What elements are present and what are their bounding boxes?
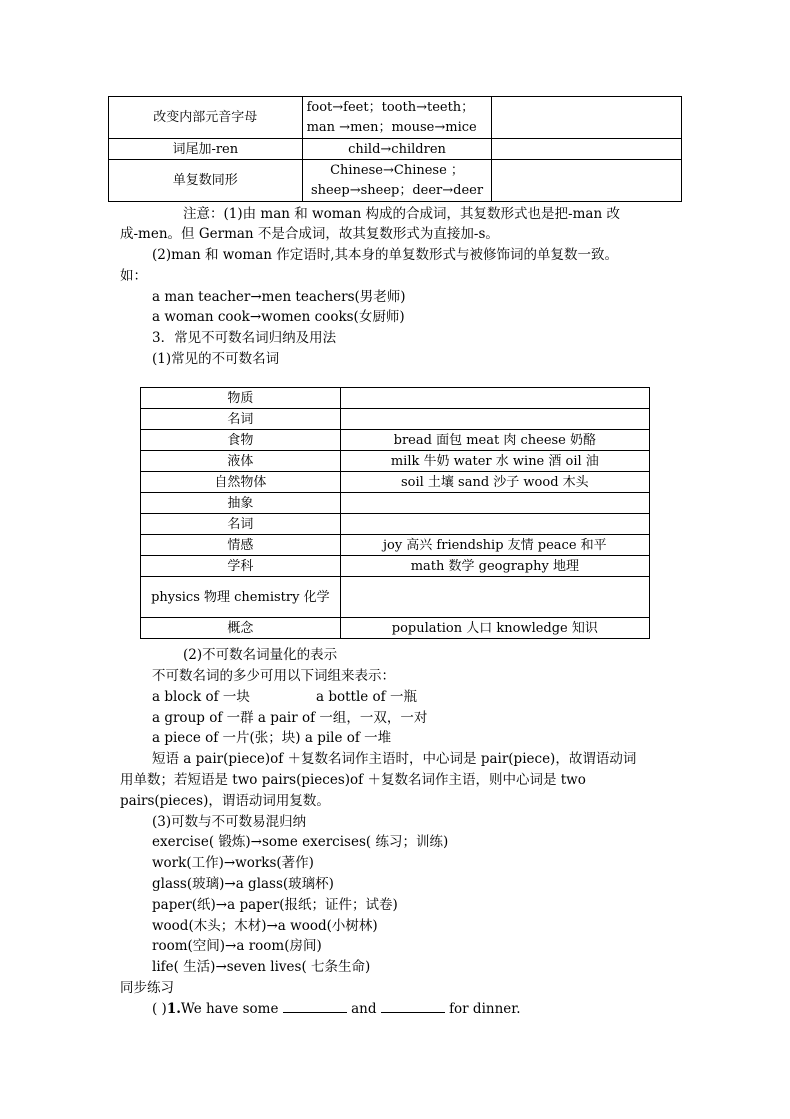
category-label: 名词 <box>141 409 341 430</box>
example-2: a woman cook→women cooks(女厨师) <box>152 309 405 325</box>
uncountable-nouns-table <box>140 387 650 639</box>
para-line-1: 短语 a pair(piece)of ＋复数名词作主语时，中心词是 pair(piece)，故谓语动词 <box>152 751 637 767</box>
category-label: 自然物体 <box>141 472 341 493</box>
table-row <box>109 160 682 202</box>
empty-cell <box>492 160 682 202</box>
rule-examples <box>302 160 492 202</box>
plural-rules-table <box>108 96 682 202</box>
category-value: population 人口 knowledge 知识 <box>340 618 649 639</box>
rule-label: 单复数同形 <box>109 160 303 202</box>
table-row <box>141 472 650 493</box>
quantifier-line-2: a group of 一群 a pair of 一组，一双，一对 <box>152 710 428 726</box>
table-row <box>141 493 650 514</box>
category-label: 情感 <box>141 535 341 556</box>
example-1: a man teacher→men teachers(男老师) <box>152 289 406 305</box>
category-value: joy 高兴 friendship 友情 peace 和平 <box>340 535 649 556</box>
category-value <box>340 514 649 535</box>
note1-line2: 成-men。但 German 不是合成词，故其复数形式为直接加-s。 <box>120 226 499 242</box>
rule-label: 改变内部元音字母 <box>109 97 303 139</box>
note2-line2: 如： <box>120 268 147 284</box>
quantifier-intro: 不可数名词的多少可用以下词组来表示： <box>152 668 395 684</box>
category-value: soil 土壤 sand 沙子 wood 木头 <box>340 472 649 493</box>
category-value <box>340 409 649 430</box>
category-value: bread 面包 meat 肉 cheese 奶酪 <box>340 430 649 451</box>
note2-line1: (2)man 和 woman 作定语时,其本身的单复数形式与被修饰词的单复数一致。 <box>152 247 619 263</box>
answer-bracket[interactable]: ( ) <box>152 1001 167 1017</box>
category-label: 名词 <box>141 514 341 535</box>
table-row <box>141 430 650 451</box>
subsection-1-title: (1)常见的不可数名词 <box>152 351 280 367</box>
list-item: wood(木头；木材)→a wood(小树林) <box>152 918 378 934</box>
category-label: 食物 <box>141 430 341 451</box>
example-line: sheep→sheep；deer→deer <box>310 182 484 198</box>
category-value: math 数学 geography 地理 <box>340 556 649 577</box>
example-line: foot→feet；tooth→teeth； <box>306 99 475 115</box>
table-row <box>109 139 682 160</box>
table-row <box>109 97 682 139</box>
list-item: room(空间)→a room(房间) <box>152 938 322 954</box>
category-label: 液体 <box>141 451 341 472</box>
category-label: 物质 <box>141 388 341 409</box>
quantifier-line-3: a piece of 一片(张；块) a pile of 一堆 <box>152 730 392 746</box>
list-item: work(工作)→works(著作) <box>152 855 314 871</box>
list-item: paper(纸)→a paper(报纸；证件；试卷) <box>152 897 398 913</box>
rule-examples: child→children <box>302 139 492 160</box>
category-value: milk 牛奶 water 水 wine 酒 oil 油 <box>340 451 649 472</box>
category-value <box>340 493 649 514</box>
table-row <box>141 535 650 556</box>
blank-2[interactable] <box>381 998 445 1013</box>
category-value <box>340 577 649 618</box>
list-item: glass(玻璃)→a glass(玻璃杯) <box>152 876 334 892</box>
list-item: exercise( 锻炼)→some exercises( 练习；训练) <box>152 834 449 850</box>
subsection-3-title: (3)可数与不可数易混归纳 <box>152 814 307 830</box>
category-label: 概念 <box>141 618 341 639</box>
quantifier-block: a block of 一块 <box>152 689 250 705</box>
table-row <box>141 618 650 639</box>
para-line-2: 用单数；若短语是 two pairs(pieces)of ＋复数名词作主语，则中心词是 two <box>120 772 586 788</box>
question-text-c: for dinner. <box>449 1001 521 1017</box>
list-item: life( 生活)→seven lives( 七条生命) <box>152 959 371 975</box>
table-row <box>141 577 650 618</box>
question-text-b: and <box>351 1001 377 1017</box>
table-row <box>141 556 650 577</box>
rule-label: 词尾加-ren <box>109 139 303 160</box>
table-row <box>141 514 650 535</box>
note1-line1: 注意：(1)由 man 和 woman 构成的合成词，其复数形式也是把-man 改 <box>183 206 620 222</box>
table-row <box>141 388 650 409</box>
para-line-3: pairs(pieces)，谓语动词用复数。 <box>120 793 330 809</box>
question-1 <box>152 998 521 1019</box>
blank-1[interactable] <box>283 998 347 1013</box>
question-number: 1. <box>166 1001 181 1017</box>
category-label: physics 物理 chemistry 化学 <box>141 577 341 618</box>
subsection-2-title: (2)不可数名词量化的表示 <box>183 647 338 663</box>
table-row <box>141 451 650 472</box>
empty-cell <box>492 139 682 160</box>
table-row <box>141 409 650 430</box>
example-line: Chinese→Chinese ； <box>330 162 464 178</box>
practice-heading: 同步练习 <box>120 980 174 996</box>
empty-cell <box>492 97 682 139</box>
section-3-title: 3．常见不可数名词归纳及用法 <box>152 330 337 346</box>
category-value <box>340 388 649 409</box>
category-label: 抽象 <box>141 493 341 514</box>
rule-examples <box>302 97 492 139</box>
example-line: man →men；mouse→mice <box>306 119 477 135</box>
quantifier-bottle: a bottle of 一瓶 <box>316 689 417 705</box>
category-label: 学科 <box>141 556 341 577</box>
question-text-a: We have some <box>180 1001 279 1017</box>
